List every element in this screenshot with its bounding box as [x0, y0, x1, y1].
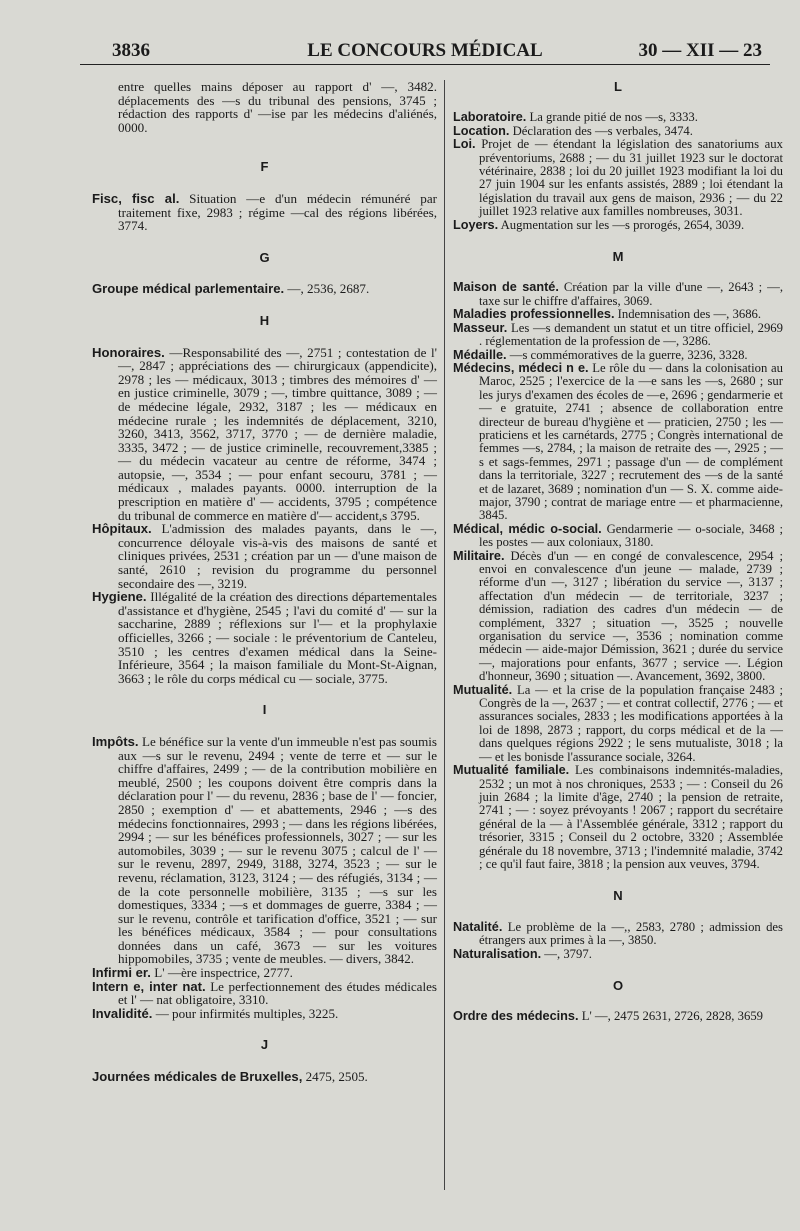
entry-heading: Militaire. — [453, 548, 505, 563]
entry-text: La grande pitié de nos —s, 3333. — [529, 110, 698, 125]
entry-heading: Médecins, médeci n e. — [453, 360, 589, 375]
index-entry — [92, 282, 437, 296]
index-entry — [92, 522, 437, 590]
left-column — [92, 80, 437, 1084]
entry-text: Le rôle du — dans la colonisation au Maroc, 2525 ; l'exercice de la —e sans les —s, 2680 ; sur les jurys d'examen des écoles de —e, 2696 ; gendarmerie et — e gratuite, 2741 ; absence de collaboration entre directeur de bureau d'hygiène et — praticien, 2750 ; les — praticiens et les carnétards, 2775 ; Congrès international de femmes —s, 2784, ; la maison de retraite des —, 2925 ; —s et sags-femmes, 2971 ; passage d'un — de complément dans la territoriale, 3227 ; recrutement des —s de la santé et de lazaret, 3689 ; nomination d'un — S. X. comme aide-major, 3790 ; contrat de mariage entre — et pharmacienne, 3845. — [479, 360, 784, 523]
entry-heading: Mutualité. — [453, 682, 513, 697]
entry-text: —s commémoratives de la guerre, 3236, 3328. — [509, 347, 748, 362]
entry-text: Création par la ville d'une —, 2643 ; —, taxe sur le chiffre d'affaires, 3069. — [479, 280, 784, 308]
entry-text: 2475, 2505. — [305, 1069, 368, 1085]
index-entry — [453, 281, 783, 308]
entry-text: Décès d'un — en congé de convalescence, 2954 ; envoi en convalescence d'un jeune — malade, 2739 ; réforme d'un —, 3127 ; libération du service —, 3137 ; affectation d'un médecin — de territoriale, 3237 ; démission, radiation des cadres d'un médecin — de complément, 3327 ; situation —, 3525 ; nouvelle organisation du service —, 3536 ; nomination comme médecin — aide-major Démission, 3621 ; durée du service —, majorations pour enfants, 3677 ; service —. Légion d'honneur, 3690 ; situation —. Avancement, 3692, 3800. — [479, 548, 783, 684]
index-entry — [453, 111, 783, 124]
index-entry — [92, 966, 437, 980]
index-entry — [453, 921, 783, 948]
index-entry — [453, 308, 783, 321]
section-letter-h: H — [259, 312, 270, 328]
section-letter-j: J — [260, 1037, 269, 1053]
entry-heading: Naturalisation. — [453, 946, 542, 961]
entry-heading: Médical, médic o-social. — [453, 521, 602, 536]
section-letter-l: L — [614, 79, 622, 94]
entry-text: —Responsabilité des —, 2751 ; contestation de l' —, 2847 ; appréciations des — chirurgicaux (appendicite), 2978 ; les — médicaux, 3013 ; timbres des mémoires d' —en justice criminelle, 3079 ; —, timbre quittance, 3089 ; — de médecine légale, 2932, 3187 ; les — médicaux en médecine rurale ; les indemnités de déplacement, 3210, 3260, 3413, 3562, 3717, 3770 ; — de dernière maladie, 3335, 3472 ; — de justice criminelle, recouvrement,3385 ; — du médecin vacateur au centre de réforme, 3474 ; autopsie, —, 3534 ; — pour enfant secouru, 3781 ; — médicaux , malades payants. 0000. interruption de la prescription en matière d' — accidents, 3795 ; compétence du tribunal de commerce en matière d'— accident,s 3795. — [118, 344, 437, 523]
entry-heading: Impôts. — [92, 733, 139, 749]
entry-heading: Groupe médical parlementaire. — [92, 281, 285, 297]
index-entry — [92, 346, 437, 523]
index-entry — [453, 322, 783, 349]
entry-heading: Intern e, inter nat. — [92, 978, 206, 994]
entry-heading: Hôpitaux. — [92, 521, 152, 537]
page-number: 3836 — [112, 40, 150, 61]
index-entry — [453, 523, 783, 550]
right-column — [453, 80, 783, 1024]
section-letter-n: N — [613, 888, 623, 904]
entry-text: —, 2536, 2687. — [287, 281, 370, 297]
entry-heading: Honoraires. — [92, 344, 165, 360]
entry-heading: Loi. — [453, 137, 476, 152]
index-entry — [453, 1010, 783, 1023]
section-letter-f: F — [260, 159, 269, 175]
entry-text: Projet de — étendant la législation des sanatoriums aux préventoriums, 2688 ; — du 31 juillet 1923 sur le doctorat vétérinaire, 2838 ; loi du 20 juillet 1923 modifiant la loi du 27 juin 1904 sur les enfants assistés, 2889 ; loi étendant la législation du travail aux gens de maison, 2936 ; — du 22 juillet 1923 relative aux familles nombreuses, 3031. — [479, 137, 783, 219]
entry-text: —, 3797. — [544, 946, 592, 961]
index-entry — [453, 219, 783, 232]
entry-heading: Mutualité familiale. — [453, 763, 570, 778]
index-entry — [453, 125, 783, 138]
index-entry — [453, 764, 783, 871]
entry-heading: Fisc, fisc al. — [92, 190, 180, 206]
entry-text: L'admission des malades payants, dans le —, concurrence déloyale vis-à-vis des maisons de santé et cliniques privées, 2531 ; création par un — d'une maison de santé, 2610 ; revision du programme du personnel secondaire des —, 3219. — [118, 521, 437, 591]
entry-heading: Natalité. — [453, 919, 503, 934]
entry-text: Le perfectionnement des études médicales et l' — nat obligatoire, 3310. — [118, 978, 437, 1008]
index-entry — [92, 735, 437, 966]
index-entry — [453, 550, 783, 684]
index-entry — [453, 138, 783, 218]
section-letter-g: G — [259, 249, 270, 265]
issue-date: 30 — XII — 23 — [638, 40, 762, 61]
entry-heading: Masseur. — [453, 320, 508, 335]
entry-heading: Ordre des médecins. — [453, 1009, 579, 1024]
section-letter-o: O — [612, 977, 624, 993]
entry-heading: Laboratoire. — [453, 110, 527, 125]
entry-heading: Maladies professionnelles. — [453, 307, 615, 322]
index-entry — [453, 684, 783, 764]
index-entry — [453, 362, 783, 523]
entry-text: Déclaration des —s verbales, 3474. — [512, 123, 693, 138]
index-entry — [92, 1070, 437, 1084]
section-letter-i: I — [262, 702, 267, 718]
entry-heading: Médaille. — [453, 347, 507, 362]
entry-heading: Loyers. — [453, 217, 499, 232]
entry-text: L' —ère inspectrice, 2777. — [154, 965, 293, 981]
entry-text: Gendarmerie — o-sociale, 3468 ; les postes — aux coloniaux, 3180. — [479, 521, 784, 550]
entry-text: Le bénéfice sur la vente d'un immeuble n'est pas soumis aux —s sur le revenu, 2494 ; vente de terre et — sur le chiffre d'affaires, 2499 ; — de la contribution mobilière en meublé, 2500 ; les coupons doivent être compris dans la déclaration pour l' — du revenu, 2836 ; base de l' — foncier, 2850 ; exemption d' — et abattements, 2946 ; —s des médecins fonctionnaires, 2993 ; — dans les régions libérées, 2994 ; — sur les bénéfices professionnels, 3027 ; — sur les automobiles, 3039 ; — sur le revenu 3075 ; calcul de l' — sur le revenu, 2897, 2949, 3188, 3274, 3523 ; — sur le revenu, réclamation, 3123, 3124 ; — des réfugiés, 3134 ; — de la cote personnelle mobilière, 3135 ; —s sur les domestiques, 3334 ; —s et dommages de guerre, 3384 ; — sur le revenu, contrôle et tarification d'office, 3521 ; — sur les bénéfices médicaux, 3584 ; — pour consultations données dans un café, 3673 — sur les voitures hippomobiles, 3735 ; vente de meubles. — divers, 3842. — [118, 733, 437, 967]
index-entry — [453, 948, 783, 961]
index-entry — [92, 980, 437, 1007]
entry-heading: Journées médicales de Bruxelles, — [92, 1069, 303, 1085]
entry-heading: Maison de santé. — [453, 280, 559, 295]
page-header — [80, 34, 770, 65]
section-letter-m: M — [612, 249, 624, 265]
entry-text: Augmentation sur les —s prorogés, 2654, 3039. — [500, 217, 745, 232]
index-entry — [453, 349, 783, 362]
entry-text: Situation —e d'un médecin rémunéré par traitement fixe, 2983 ; régime —cal des régions libérées, 3774. — [118, 190, 437, 234]
entry-text: Le problème de la —,, 2583, 2780 ; admission des étrangers aux primes à la —, 3850. — [479, 919, 783, 948]
journal-title: LE CONCOURS MÉDICAL — [307, 40, 543, 61]
entry-text: Illégalité de la création des directions départementales d'assistance et d'hygiène, 2545 ; l'avi du comité d' — sur la saccharine, 2889 ; réflexions sur l'— et la prophylaxie officielles, 3266 ; — sociale : le préventorium de Canteleu, 3510 ; les centres d'examen médical dans la Seine-Inférieure, 3564 ; la maison familiale du Mont-St-Aignan, 3663 ; le rôle du corps médical cu — sociale, 3775. — [118, 589, 437, 686]
entry-heading: Hygiene. — [92, 589, 147, 605]
entry-text: L' —, 2475 2631, 2726, 2828, 3659 — [581, 1009, 764, 1024]
entry-heading: Location. — [453, 123, 510, 138]
column-divider — [444, 80, 445, 1190]
entry-text: La — et la crise de la population française 2483 ; Congrès de la —, 2637 ; — et contrat collectif, 2776 ; — et assurances sociales, 2833 ; les modifications apportées à la loi de 1898, 2873 ; rapport, du corps médical et de la — dans quelques régions 2922 ; le sens mutualiste, 3018 ; la — et les bonisde l'assurance sociale, 3264. — [479, 682, 783, 764]
entry-text: Les combinaisons indemnités-maladies, 2532 ; un mot à nos chroniques, 2533 ; — : Conseil du 26 juin 2684 ; la limite d'âge, 2740 ; la pension de retraite, 2741 ; — : soyez prévoyants ! 2067 ; rapport du secrétaire général de la — à l'Assemblée générale, 3312 ; rapport du trésorier, 3315 ; Conseil du 2 octobre, 3320 ; Assemblée générale du 18 novembre, 3713 ; l'indemnité maladie, 3742 ; ce qu'il faut faire, 3818 ; la pension aux veuves, 3794. — [479, 763, 784, 871]
entry-text: Les —s demandent un statut et un titre officiel, 2969 . réglementation de la profession de —, 3286. — [479, 320, 783, 349]
index-entry — [92, 192, 437, 233]
entry-heading: Infirmi er. — [92, 965, 151, 981]
entry-text: Indemnisation des —, 3686. — [617, 307, 762, 322]
continuation-text: entre quelles mains déposer au rapport d' —, 3482. déplacements des —s du tribunal des pensions, 3745 ; rédaction des rapports d' —ise par les médecins d'aliénés, 0000. — [118, 79, 437, 135]
index-entry — [92, 1007, 437, 1021]
index-entry — [92, 590, 437, 685]
entry-heading: Invalidité. — [92, 1005, 153, 1021]
entry-text: — pour infirmités multiples, 3225. — [155, 1005, 339, 1021]
